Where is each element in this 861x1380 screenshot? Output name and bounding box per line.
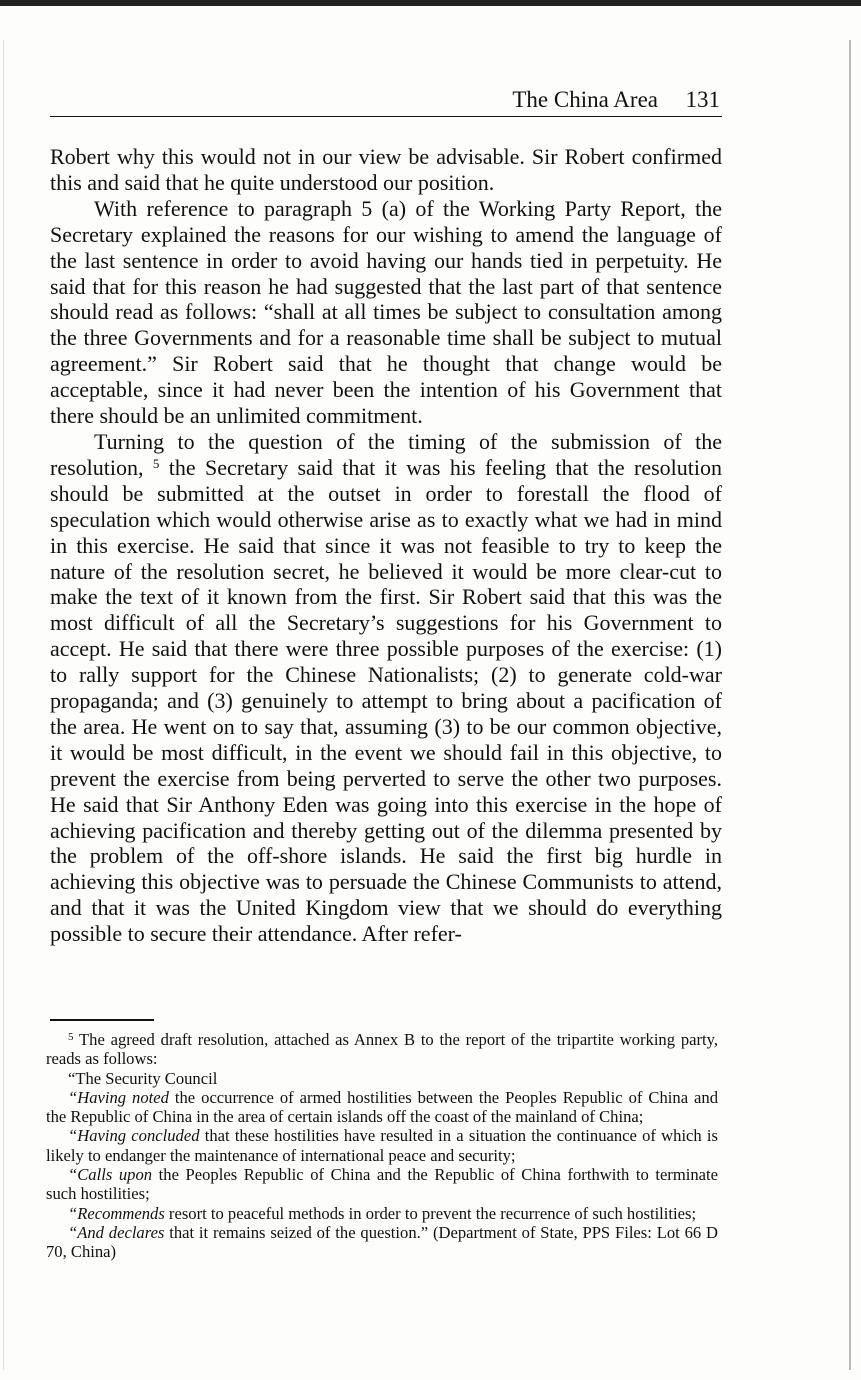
footnote-line-3 — [46, 1126, 718, 1165]
page-top-border — [0, 0, 861, 6]
running-title: The China Area — [512, 87, 658, 112]
footnote-rule — [50, 1019, 154, 1021]
footnotes — [46, 1030, 718, 1262]
footnote-line-4 — [46, 1165, 718, 1204]
page-left-edge — [3, 40, 4, 1370]
footnote-line-3-lead: “Having concluded — [68, 1126, 200, 1146]
footnote-line-2 — [46, 1088, 718, 1127]
footnote-line-6-lead: “And declares — [68, 1222, 165, 1242]
footnote-line-5-lead: “Recommends — [68, 1203, 165, 1223]
page-right-edge — [849, 40, 851, 1370]
main-text — [50, 144, 722, 947]
footnote-line-3-text: that these hostilities have resulted in a situation the continuance of which is likely to endanger the maintenance of international peace and security; — [46, 1126, 719, 1165]
paragraph-3-start: Turning to the question of the timing of the submission of the resolution, — [50, 428, 722, 480]
footnote-reference: 5 — [152, 455, 160, 471]
footnote-line-6 — [46, 1223, 718, 1262]
footnote-line-5 — [46, 1204, 718, 1223]
footnote-line-1: “The Security Council — [68, 1068, 218, 1088]
footnote-line-4-text: the Peoples Republic of China and the Republic of China forthwith to terminate such hostilities; — [46, 1165, 718, 1204]
paragraph-2: With reference to paragraph 5 (a) of the Working Party Report, the Secretary explained the reasons for our wishing to amend the language of the last sentence in order to avoid having our hands tied in perpetuity. He said that for this reason he had suggested that the last part of that sentence should read as follows: “shall at all times be subject to consultation among the three Governments and for a reasonable time shall be subject to mutual agreement.” Sir Robert said that he thought that change would be acceptable, since it had never been the intention of his Government that there should be an unlimited commitment. — [50, 195, 722, 429]
running-header — [50, 86, 722, 117]
footnote-line-4-lead: “Calls upon — [68, 1165, 153, 1185]
footnote-line-2-lead: “Having noted — [68, 1087, 169, 1107]
footnote-intro-text: The agreed draft resolution, attached as Annex B to the report of the tripartite working party, reads as follows: — [46, 1030, 718, 1069]
paragraph-3-rest: the Secretary said that it was his feeling that the resolution should be submitted at the outset in order to forestall the flood of speculation which would otherwise arise as to exactly what we had in mind in this exercise. He said that since it was not feasible to try to keep the nature of the resolution secret, he believed it would be more clear-cut to make the text of it known from the first. Sir Robert said that this was the most difficult of all the Secretary’s suggestions for his Government to accept. He said that there were three possible purposes of the exercise: (1) to rally support for the Chinese Nationalists; (2) to generate cold-war propaganda; and (3) genuinely to attempt to bring about a pacification of the area. He went on to say that, assuming (3) to be our common objective, it would be most difficult, in the event we should fail in this objective, to prevent the exercise from being perverted to serve the other two purposes. He said that Sir Anthony Eden was going into this exercise in the hope of achieving pacification and thereby getting out of the dilemma presented by the problem of the off-shore islands. He said the first big hurdle in achieving this objective was to persuade the Chinese Communists to attend, and that it was the United Kingdom view that we should do everything possible to secure their attendance. After refer- — [50, 454, 722, 947]
paragraph-3 — [50, 429, 722, 947]
footnote-intro — [46, 1030, 718, 1069]
footnote-marker: 5 — [68, 1031, 74, 1043]
paragraph-1: Robert why this would not in our view be advisable. Sir Robert confirmed this and said that he quite understood our position. — [50, 144, 722, 195]
footnote-line-6-text: that it remains seized of the question.” (Department of State, PPS Files: Lot 66 D 70, China) — [46, 1222, 718, 1262]
footnote-line-2-text: the occurrence of armed hostilities between the Peoples Republic of China and the Republic of China in the area of certain islands off the coast of the mainland of China; — [46, 1087, 718, 1127]
footnote-line-5-text: resort to peaceful methods in order to prevent the recurrence of such hostilities; — [164, 1203, 697, 1223]
page-number: 131 — [685, 87, 720, 112]
